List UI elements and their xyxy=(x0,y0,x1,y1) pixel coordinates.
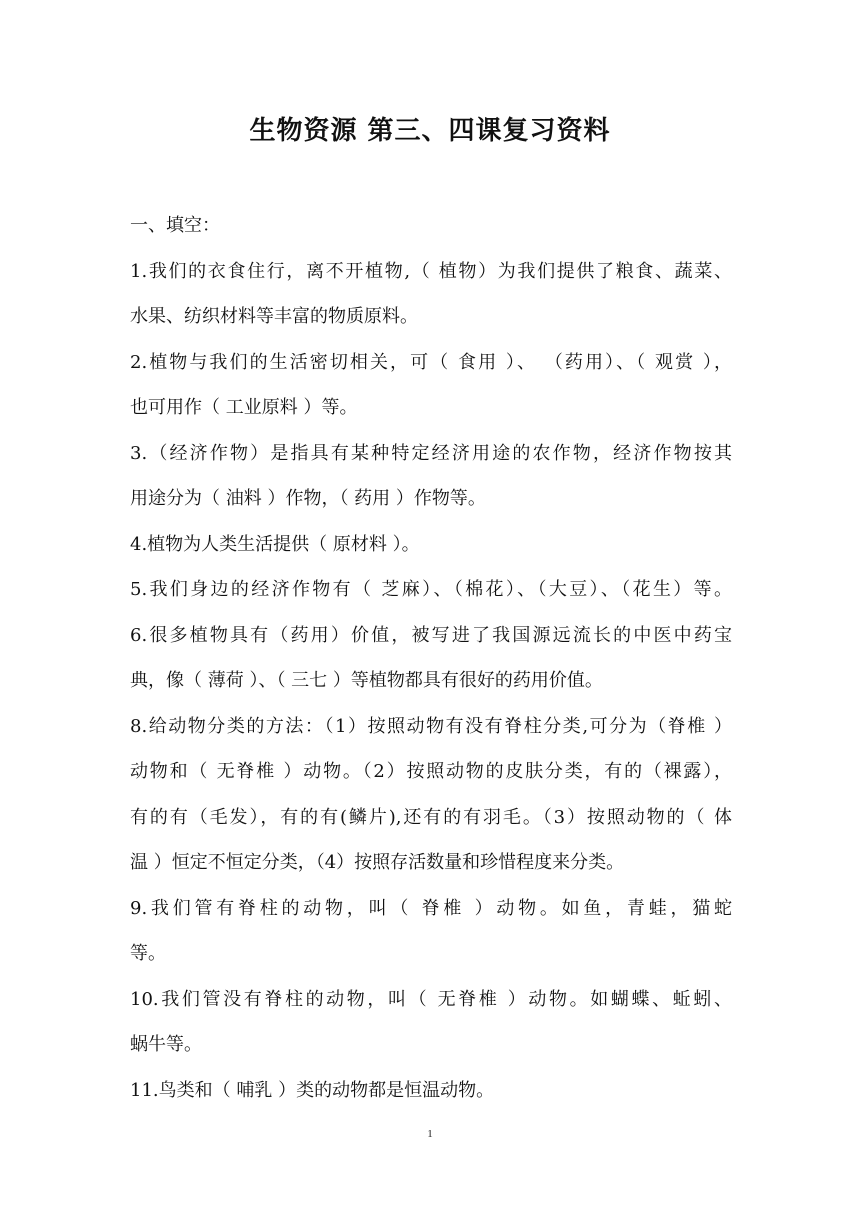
text-line: 等。 xyxy=(130,943,166,964)
text-line: 3.（经济作物）是指具有某种特定经济用途的农作物，经济作物按其 xyxy=(130,442,732,464)
text-line: 水果、纺织材料等丰富的物质原料。 xyxy=(130,306,418,327)
text-line: 11.鸟类和（ 哺乳 ）类的动物都是恒温动物。 xyxy=(130,1079,495,1101)
text-line: 6.很多植物具有（药用）价值，被写进了我国源远流长的中医中药宝 xyxy=(130,624,732,646)
text-line: 蜗牛等。 xyxy=(130,1034,202,1055)
page-number: 1 xyxy=(427,1128,433,1140)
text-line: 10.我们管没有脊柱的动物，叫（ 无脊椎 ）动物。如蝴蝶、蚯蚓、 xyxy=(130,988,732,1010)
text-line: 4.植物为人类生活提供（ 原材料 ）。 xyxy=(130,533,420,555)
document-title: 生物资源 第三、四课复习资料 xyxy=(249,116,611,146)
text-line: 温 ）恒定不恒定分类，（4）按照存活数量和珍惜程度来分类。 xyxy=(130,852,625,873)
text-line: 用途分为（ 油料 ）作物，（ 药用 ）作物等。 xyxy=(130,488,486,509)
text-line: 5.我们身边的经济作物有（ 芝麻）、（棉花）、（大豆）、（花生）等。 xyxy=(130,579,732,600)
document-body xyxy=(130,203,732,1113)
text-line: 有的有（毛发），有的有(鳞片),还有的有羽毛。（3）按照动物的（ 体 xyxy=(130,806,732,828)
text-line: 典，像（ 薄荷 ）、（ 三七 ）等植物都具有很好的药用价值。 xyxy=(130,670,603,691)
text-line: 8.给动物分类的方法：（1）按照动物有没有脊柱分类,可分为（脊椎 ） xyxy=(130,715,732,737)
text-line: 1.我们的衣食住行，离不开植物,（ 植物）为我们提供了粮食、蔬菜、 xyxy=(130,260,732,282)
text-line: 2.植物与我们的生活密切相关，可（ 食用 ）、 （药用）、（ 观赏 ）， xyxy=(130,351,732,373)
text-line: 动物和（ 无脊椎 ）动物。（2）按照动物的皮肤分类，有的（裸露）， xyxy=(130,761,732,782)
section-heading: 一、填空： xyxy=(130,215,220,236)
text-line: 也可用作（ 工业原料 ）等。 xyxy=(130,397,358,418)
text-line: 9.我们管有脊柱的动物，叫（ 脊椎 ）动物。如鱼，青蛙，猫蛇 xyxy=(130,897,732,919)
